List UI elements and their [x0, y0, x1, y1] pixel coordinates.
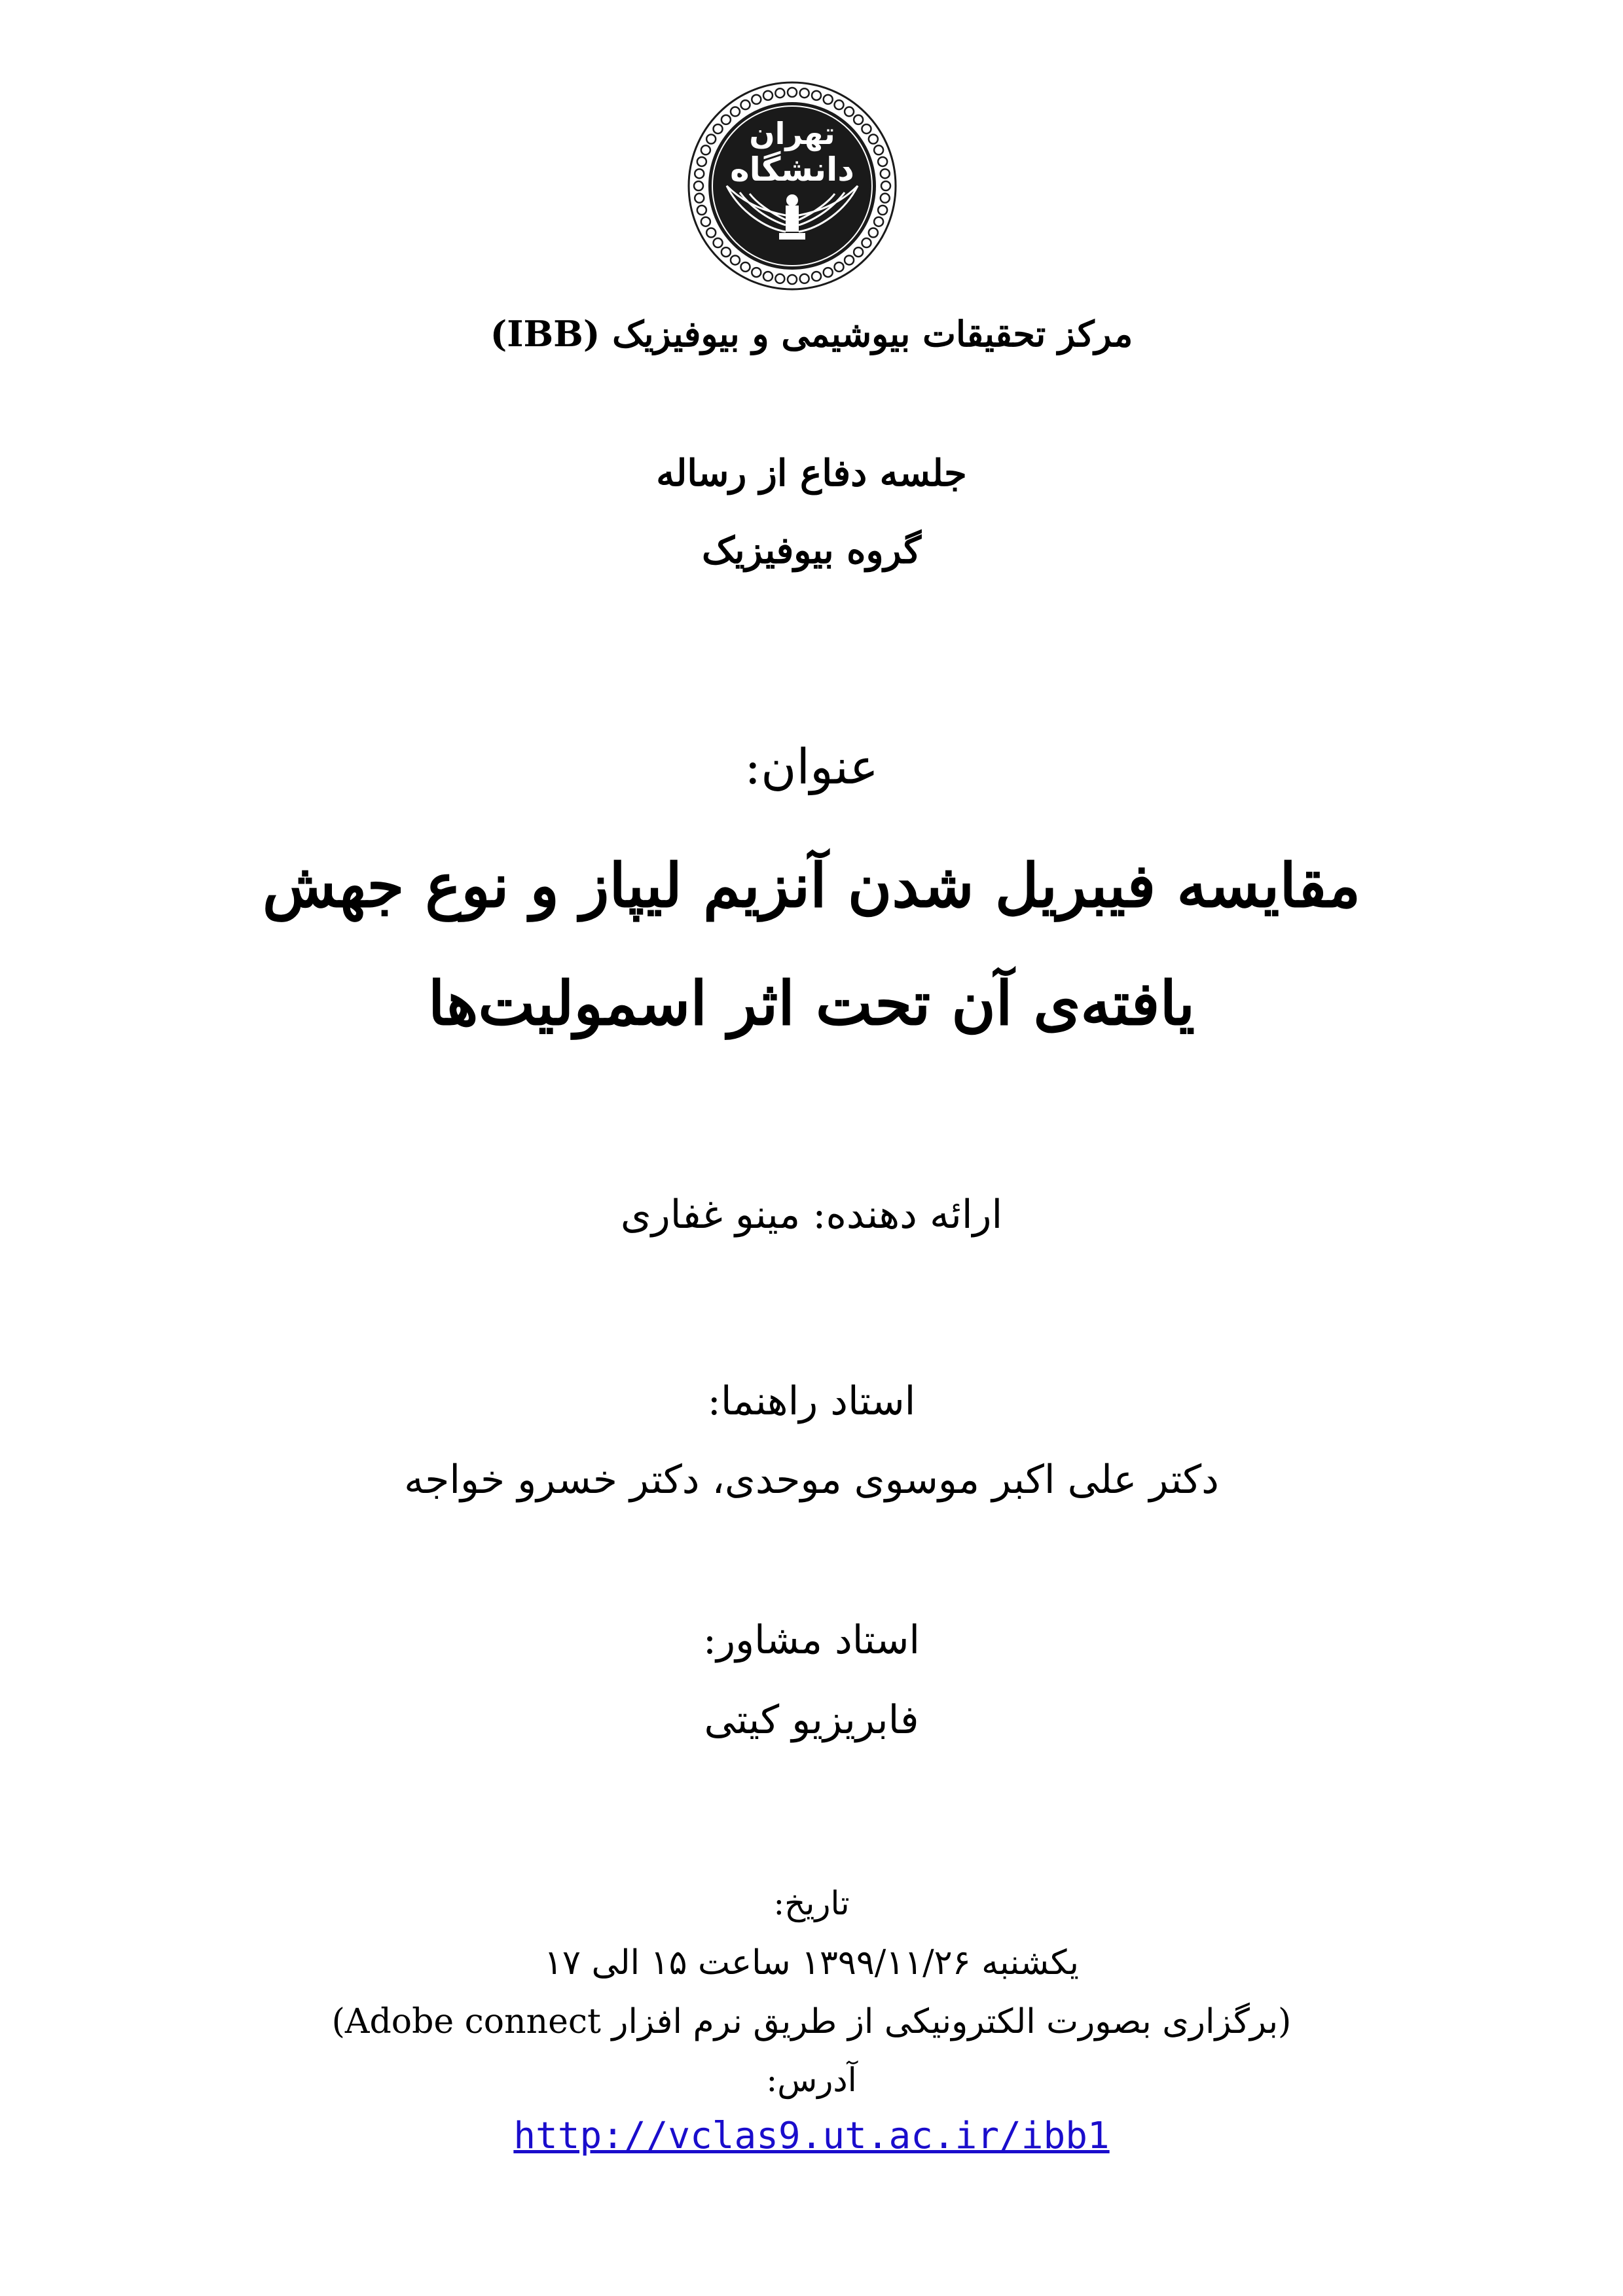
thesis-title-line-2: یافته‌ی آن تحت اثر اسمولیت‌ها	[428, 968, 1195, 1039]
department-group: گروه بیوفیزیک	[701, 529, 922, 572]
session-url-container	[0, 2114, 1623, 2158]
university-seal-logo	[687, 81, 897, 291]
thesis-title-line-1: مقایسه فیبریل شدن آنزیم لیپاز و نوع جهش	[262, 850, 1361, 921]
seal-text-line-2: دانشگاه	[730, 151, 854, 188]
online-session-note: (برگزاری بصورت الکترونیکی از طریق نرم افزار Adobe connect)	[331, 2002, 1292, 2041]
supervisor-names: دکتر علی اکبر موسوی موحدی، دکتر خسرو خواجه	[404, 1457, 1219, 1503]
presenter-line: ارائه دهنده: مینو غفاری	[620, 1192, 1003, 1238]
title-label: عنوان:	[744, 739, 879, 795]
research-center-name: مرکز تحقیقات بیوشیمی و بیوفیزیک (IBB)	[490, 313, 1133, 355]
advisor-name: فابریزیو کیتی	[704, 1697, 919, 1743]
session-url-link[interactable]: http://vclas9.ut.ac.ir/ibb1	[513, 2115, 1110, 2157]
session-type: جلسه دفاع از رساله	[656, 452, 967, 495]
supervisor-label: استاد راهنما:	[707, 1378, 916, 1424]
address-label: آدرس:	[766, 2061, 857, 2099]
date-and-time: یکشنبه ۱۳۹۹/۱۱/۲۶ ساعت ۱۵ الی ۱۷	[544, 1943, 1079, 1982]
seal-text-line-1: تهران	[749, 116, 835, 151]
date-label: تاریخ:	[773, 1884, 850, 1922]
university-of-tehran-seal-icon	[687, 81, 897, 291]
advisor-label: استاد مشاور:	[702, 1617, 921, 1663]
